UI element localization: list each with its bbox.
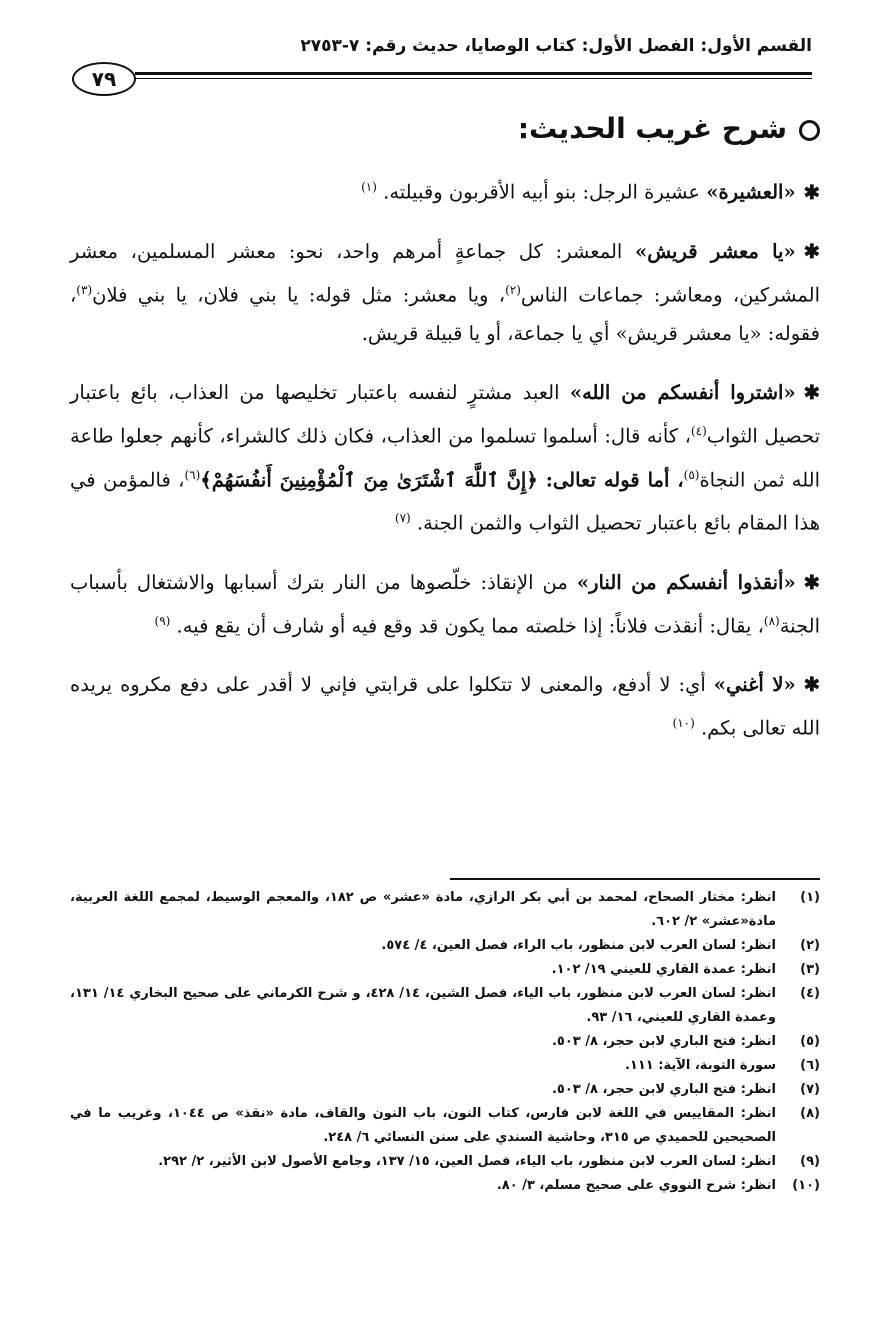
term: «العشيرة» [706, 180, 796, 204]
footnote-text: سورة التوبة، الآية: ١١١. [624, 1058, 776, 1073]
footnote-number: (٩) [800, 1154, 820, 1169]
asterisk-icon: ✱ [803, 673, 821, 696]
section-heading [518, 112, 820, 145]
term: «اشتروا أنفسكم من الله» [569, 381, 796, 404]
footnote [70, 1102, 820, 1150]
paragraph-text: ، فالمؤمن في هذا المقام بائع باعتبار تحصيل الثواب والثمن الجنة. [70, 468, 820, 535]
footnote-text: انظر: فتح الباري لابن حجر، ٨/ ٥٠٣. [551, 1082, 776, 1097]
paragraph-ishtaru [70, 373, 820, 543]
footnote-text: انظر: شرح النووي على صحيح مسلم، ٣/ ٨٠. [496, 1178, 776, 1193]
footnote-separator [450, 878, 820, 880]
footnote-number: (٦) [800, 1058, 820, 1073]
footnote-text: انظر: عمدة القاري للعيني ١٩/ ١٠٢. [551, 962, 776, 977]
footnote [70, 982, 820, 1030]
paragraph-text: من الإنقاذ: خلّصوها من النار بترك أسبابها والاشتغال بأسباب الجنة [70, 570, 820, 637]
header-rule-thin [135, 78, 812, 79]
quran-verse: ، أما قوله تعالى: ﴿إِنَّ ٱللَّهَ ٱشْتَرَىٰ مِنَ ٱلْمُؤْمِنِينَ أَنفُسَهُمْ﴾ [200, 468, 684, 491]
footnote-text: انظر: فتح الباري لابن حجر، ٨/ ٥٠٣. [551, 1034, 776, 1049]
footnote-ref: (٥) [683, 467, 700, 482]
asterisk-icon: ✱ [803, 570, 820, 594]
footnote-number: (٢) [800, 938, 820, 953]
footnote [70, 1054, 820, 1078]
asterisk-icon: ✱ [803, 239, 820, 263]
term: «لا أغني» [713, 673, 796, 696]
paragraph-text: العبد مشترٍ لنفسه باعتبار تخليصها من العذاب، بائع باعتبار تحصيل الثواب [70, 381, 820, 448]
header-rule [135, 72, 812, 75]
paragraph-text: ، كأنه قال: أسلموا تسلموا من العذاب، فكان ذلك كالشراء، كأنهم جعلوا طاعة الله ثمن النجاة [70, 424, 821, 491]
page-number: ٧٩ [72, 62, 136, 96]
main-text [70, 168, 820, 768]
paragraph-text: ، فقوله: «يا معشر قريش» أي يا جماعة، أو يا قبيلة قريش. [70, 283, 820, 345]
footnotes [70, 886, 820, 1198]
term: «يا معشر قريش» [635, 239, 796, 263]
term: «أنقذوا أنفسكم من النار» [576, 570, 796, 594]
footnote-text: انظر: مختار الصحاح، لمحمد بن أبي بكر الرازي، مادة «عشر» ص ١٨٢، والمعجم الوسيط، لمجمع اللغة العربية، مادة«عشر» ٢/ ٦٠٢. [70, 890, 776, 929]
footnote [70, 886, 820, 934]
paragraph-text: ، يقال: أنقذت فلاناً: إذا خلصته مما يكون قد وقع فيه أو شارف أن يقع فيه. [176, 614, 764, 637]
running-header: القسم الأول: الفصل الأول: كتاب الوصايا، حديث رقم: ٧-٢٧٥٣ [300, 36, 812, 56]
footnote-text: انظر: لسان العرب لابن منظور، باب الراء، فصل العين، ٤/ ٥٧٤. [381, 938, 776, 953]
footnote-number: (٣) [800, 962, 820, 977]
paragraph-ashira [70, 168, 820, 212]
footnote [70, 1078, 820, 1102]
asterisk-icon: ✱ [803, 381, 820, 404]
asterisk-icon: ✱ [803, 180, 820, 204]
footnote-number: (٤) [800, 986, 820, 1001]
paragraph-text: المعشر: كل جماعةٍ أمرهم واحد، نحو: معشر المسلمين، معشر المشركين، ومعاشر: جماعات الناس [70, 239, 820, 306]
footnote-number: (١) [800, 890, 820, 905]
footnote-number: (٨) [800, 1106, 820, 1121]
paragraph-text: ، ويا معشر: مثل قوله: يا بني فلان، يا بني فلان [92, 283, 506, 306]
paragraph-la-ughni [70, 665, 820, 748]
paragraph-anqidhu [70, 563, 820, 646]
footnote-ref: (٣) [76, 282, 93, 297]
paragraph-text: أي: لا أدفع، والمعنى لا تتكلوا على قرابتي فإني لا أقدر على دفع مكروه يريده الله تعالى بكم. [70, 673, 820, 740]
footnote-ref: (١) [361, 180, 377, 194]
footnote-ref: (٩) [154, 613, 171, 628]
footnote-number: (٥) [800, 1034, 820, 1049]
footnote [70, 1030, 820, 1054]
footnote [70, 958, 820, 982]
paragraph-text: عشيرة الرجل: بنو أبيه الأقربون وقبيلته. [383, 180, 707, 204]
footnote-ref: (٤) [690, 424, 707, 438]
footnote-ref: (٨) [763, 613, 780, 628]
bullet-circle-icon [799, 120, 820, 141]
footnote-text: انظر: المقاييس في اللغة لابن فارس، كتاب النون، باب النون والقاف، مادة «نقذ» ص ١٠٤٤، وغريب ما في الصحيحين للحميدي ص ٣١٥، وحاشية السندي على سنن النسائي ٦/ ٢٤٨. [70, 1106, 776, 1145]
footnote [70, 1150, 820, 1174]
footnote-number: (٧) [800, 1082, 820, 1097]
paragraph-maashar [70, 232, 820, 354]
footnote-text: انظر: لسان العرب لابن منظور، باب الياء، فصل الشين، ١٤/ ٤٢٨، و شرح الكرماني على صحيح البخاري ١٤/ ١٣١، وعمدة القاري للعيني، ١٦/ ٩٣. [70, 986, 776, 1025]
footnote [70, 1174, 820, 1198]
footnote-ref: (٦) [184, 467, 201, 482]
footnote-ref: (١٠) [672, 716, 695, 730]
footnote-ref: (٢) [505, 282, 521, 297]
footnote-text: انظر: لسان العرب لابن منظور، باب الياء، فصل العين، ١٥/ ١٣٧، وجامع الأصول لابن الأثير، ٢/ ٢٩٢. [158, 1154, 776, 1169]
footnote [70, 934, 820, 958]
footnote-number: (١٠) [792, 1178, 820, 1193]
section-heading-text: شرح غريب الحديث: [517, 112, 787, 145]
footnote-ref: (٧) [394, 511, 411, 525]
